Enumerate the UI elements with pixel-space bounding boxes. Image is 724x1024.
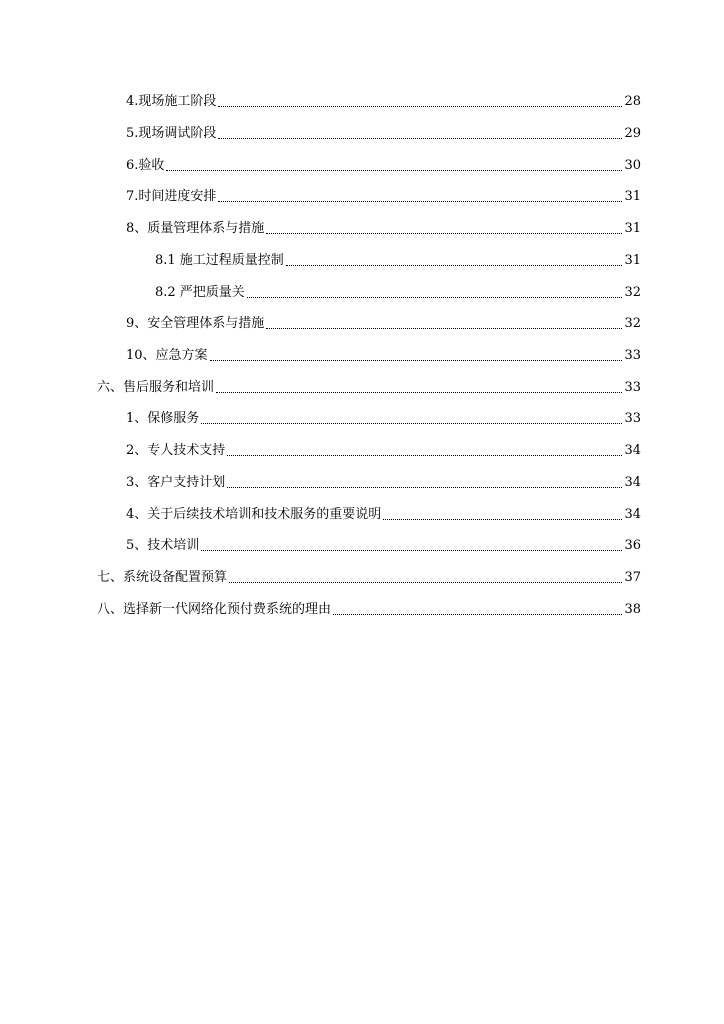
- toc-entry-page: 33: [624, 411, 641, 426]
- toc-entry-page: 37: [624, 570, 641, 585]
- toc-entry-page: 30: [624, 158, 641, 173]
- toc-leader-dots: [218, 105, 622, 107]
- toc-entry-page: 31: [624, 253, 641, 268]
- toc-entry-title: 六、售后服务和培训: [97, 380, 215, 395]
- toc-entry: [126, 441, 641, 461]
- toc-entry-title: 8、质量管理体系与措施: [126, 221, 265, 236]
- toc-entry: [126, 314, 641, 334]
- toc-entry-page: 31: [624, 221, 641, 236]
- toc-entry-title: 7.时间进度安排: [126, 189, 217, 204]
- toc-entry: [126, 92, 641, 112]
- toc-entry-title: 8.1 施工过程质量控制: [155, 253, 284, 268]
- toc-entry-title: 6.验收: [126, 158, 165, 173]
- toc-entry: [97, 600, 641, 620]
- toc-entry: [126, 346, 641, 366]
- toc-entry: [97, 378, 641, 398]
- toc-leader-dots: [216, 391, 622, 393]
- toc-entry-page: 38: [624, 602, 641, 617]
- toc-leader-dots: [210, 359, 623, 361]
- toc-entry-page: 34: [624, 475, 641, 490]
- toc-entry-title: 5.现场调试阶段: [126, 126, 217, 141]
- toc-leader-dots: [266, 232, 622, 234]
- toc-entry: [126, 219, 641, 239]
- toc-leader-dots: [383, 518, 622, 520]
- toc-entry-title: 八、选择新一代网络化预付费系统的理由: [97, 602, 332, 617]
- toc-entry-title: 10、应急方案: [126, 348, 208, 363]
- toc-entry-title: 七、系统设备配置预算: [97, 570, 228, 585]
- toc-entry-page: 33: [624, 380, 641, 395]
- toc-entry: [126, 536, 641, 556]
- toc-entry: [97, 568, 641, 588]
- toc-leader-dots: [266, 327, 622, 329]
- toc-entry: [126, 156, 641, 176]
- toc-leader-dots: [333, 613, 622, 615]
- toc-entry: [155, 283, 641, 303]
- toc-entry-title: 8.2 严把质量关: [155, 285, 245, 300]
- toc-entry-page: 34: [624, 507, 641, 522]
- toc-entry-title: 5、技术培训: [126, 538, 200, 553]
- toc-leader-dots: [218, 137, 622, 139]
- toc-entry: [155, 251, 641, 271]
- toc-entry-title: 9、安全管理体系与措施: [126, 316, 265, 331]
- toc-leader-dots: [218, 200, 622, 202]
- toc-entry: [126, 187, 641, 207]
- toc-entry-page: 34: [624, 443, 641, 458]
- toc-entry-page: 31: [624, 189, 641, 204]
- toc-entry-title: 4、关于后续技术培训和技术服务的重要说明: [126, 507, 382, 522]
- toc-leader-dots: [247, 296, 623, 298]
- toc-entry-page: 36: [624, 538, 641, 553]
- toc-entry-title: 1、保修服务: [126, 411, 200, 426]
- toc-entry-page: 29: [624, 126, 641, 141]
- toc-leader-dots: [166, 169, 622, 171]
- toc-entry-title: 4.现场施工阶段: [126, 94, 217, 109]
- toc-entry: [126, 473, 641, 493]
- toc-entry-page: 33: [624, 348, 641, 363]
- toc-entry-title: 3、客户支持计划: [126, 475, 226, 490]
- toc-entry: [126, 505, 641, 525]
- toc-entry-title: 2、专人技术支持: [126, 443, 226, 458]
- toc-leader-dots: [229, 581, 622, 583]
- toc-leader-dots: [201, 422, 622, 424]
- toc-entry: [126, 409, 641, 429]
- toc-entry-page: 28: [624, 94, 641, 109]
- toc-leader-dots: [227, 454, 622, 456]
- toc-leader-dots: [201, 549, 622, 551]
- toc-leader-dots: [227, 486, 622, 488]
- toc-entry-page: 32: [624, 285, 641, 300]
- toc-entry: [126, 124, 641, 144]
- toc-entry-page: 32: [624, 316, 641, 331]
- toc-leader-dots: [286, 264, 623, 266]
